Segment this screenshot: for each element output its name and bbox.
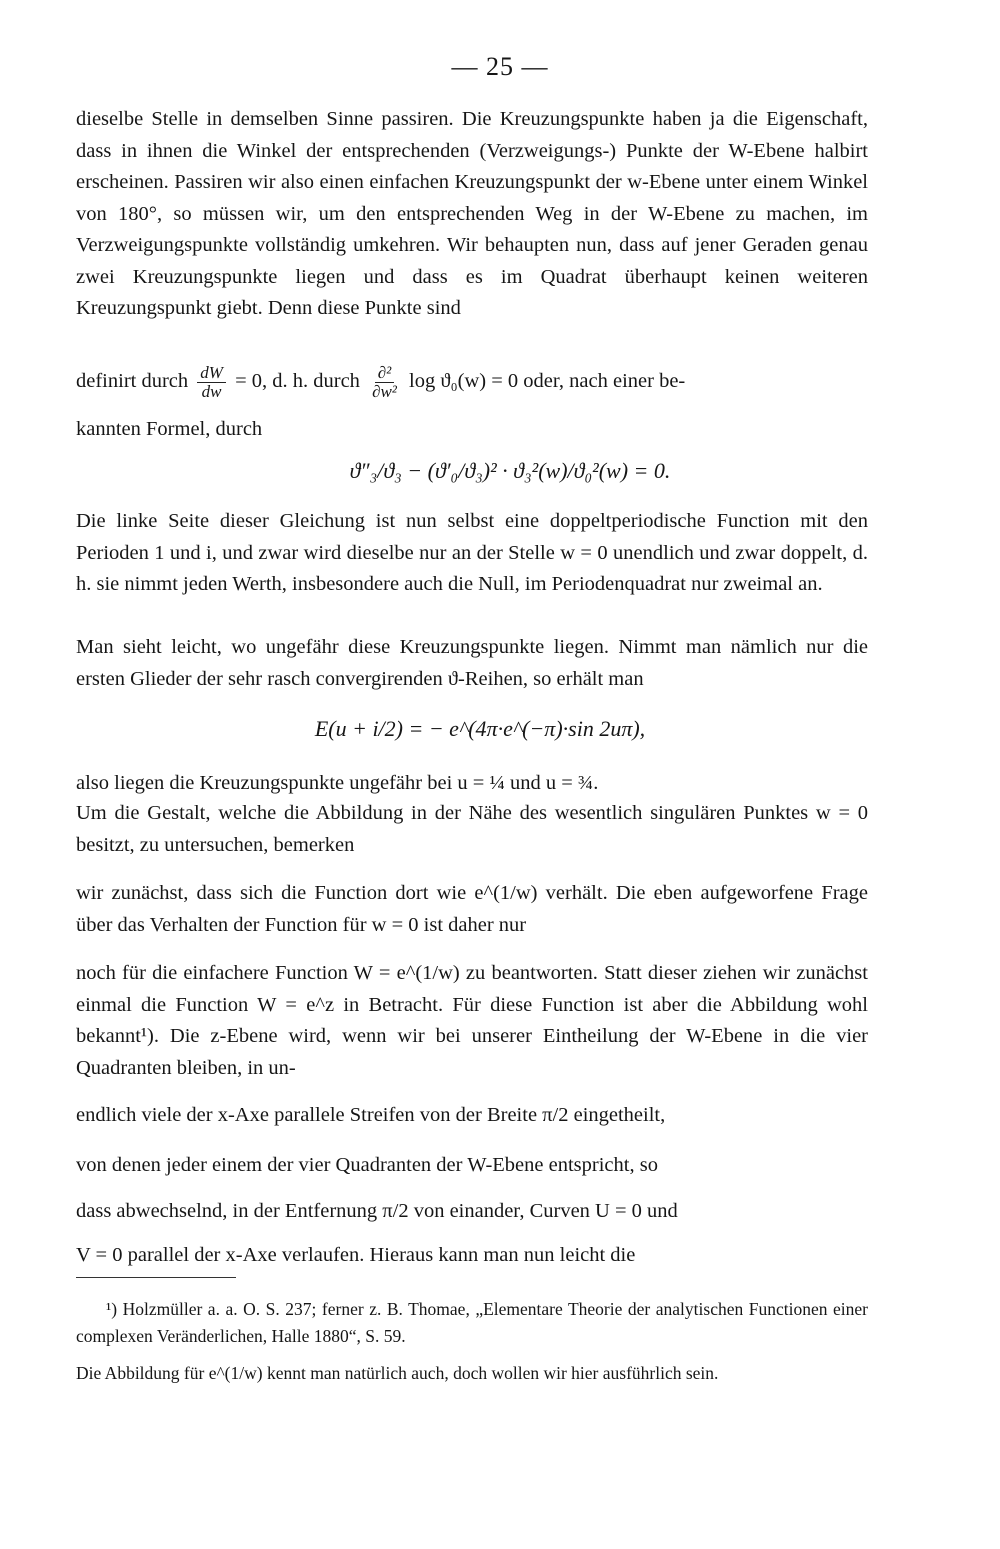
definition-text-c: log ϑ₀(w) = 0 oder, nach einer be- <box>409 370 686 393</box>
fraction-denominator: dw <box>201 382 222 401</box>
paragraph-5f: dass abwechselnd, in der Entfernung π/2 von einander, Curven U = 0 und <box>76 1200 678 1222</box>
footnote-2: Die Abbildung für e^(1/w) kennt man natürlich auch, doch wollen wir hier ausführlich sein. <box>76 1363 719 1383</box>
definition-line <box>76 364 868 401</box>
equation-E: E(u + i/2) = − e^(4π·e^(−π)·sin 2uπ), <box>314 716 646 741</box>
paragraph-5d: endlich viele der x-Axe parallele Streifen von der Breite π/2 eingetheilt, <box>76 1104 666 1126</box>
fraction-second-derivative <box>369 364 400 401</box>
fraction-dW-dw <box>197 364 226 401</box>
definition-text-b: = 0, d. h. durch <box>235 370 360 393</box>
paragraph-5a: Um die Gestalt, welche die Abbildung in der Nähe des wesentlich singulären Punktes w = 0 besitzt, zu untersuchen, bemerken <box>76 802 868 856</box>
fraction-denominator: ∂w² <box>372 382 397 401</box>
paragraph-5g: V = 0 parallel der x-Axe verlaufen. Hieraus kann man nun leicht die <box>76 1244 636 1266</box>
paragraph-1: dieselbe Stelle in demselben Sinne passiren. Die Kreuzungspunkte haben ja die Eigenschaft, dass in ihnen die Winkel der entsprechenden (Verzweigungs-) Punkte der W-Ebene halbirt erscheinen. Passiren wir also einen einfachen Kreuzungspunkt der w-Ebene unter einem Winkel von 180°, so müssen wir, um den entsprechenden Weg in der W-Ebene zu machen, im Verzweigungspunkte vollständig umkehren. Wir behaupten nun, dass auf jener Geraden genau zwei Kreuzungspunkte liegen und dass es im Quadrat überhaupt keinen weiteren Kreuzungspunkt giebt. Denn diese Punkte sind <box>76 108 868 319</box>
footnote-rule <box>76 1277 236 1278</box>
equation-theta: ϑ″₃/ϑ₃ − (ϑ′₀/ϑ₃)² · ϑ₃²(w)/ϑ₀²(w) = 0. <box>349 458 671 483</box>
fraction-numerator: dW <box>197 364 226 383</box>
paragraph-5e: von denen jeder einem der vier Quadranten der W-Ebene entspricht, so <box>76 1154 658 1176</box>
footnote-1: ¹) Holzmüller a. a. O. S. 237; ferner z. B. Thomae, „Elementare Theorie der analytischen Functionen einer complexen Veränderlichen, Halle 1880“, S. 59. <box>76 1299 868 1346</box>
definition-text-a: definirt durch <box>76 370 189 393</box>
paragraph-4: also liegen die Kreuzungspunkte ungefähr bei u = ¼ und u = ¾. <box>76 772 599 794</box>
paragraph-formula-intro: kannten Formel, durch <box>76 418 263 440</box>
paragraph-3: Man sieht leicht, wo ungefähr diese Kreuzungspunkte liegen. Nimmt man nämlich nur die ersten Glieder der sehr rasch convergirenden ϑ-Reihen, so erhält man <box>76 636 868 690</box>
paragraph-5c: noch für die einfachere Function W = e^(1/w) zu beantworten. Statt dieser ziehen wir zunächst einmal die Function W = e^z in Betracht. Für diese Function ist aber die Abbildung wohl bekannt¹). Die z-Ebene wird, wenn wir bei unserer Eintheilung der W-Ebene in die vier Quadranten bleiben, in un- <box>76 962 868 1079</box>
fraction-numerator: ∂² <box>375 364 395 383</box>
page-number: — 25 — <box>451 52 549 81</box>
paragraph-5b: wir zunächst, dass sich die Function dort wie e^(1/w) verhält. Die eben aufgeworfene Frage über das Verhalten der Function für w = 0 ist daher nur <box>76 882 868 936</box>
paragraph-2: Die linke Seite dieser Gleichung ist nun selbst eine doppeltperiodische Function mit den Perioden 1 und i, und zwar wird dieselbe nur an der Stelle w = 0 unendlich und zwar doppelt, d. h. sie nimmt jeden Werth, insbesondere auch die Null, im Periodenquadrat nur zweimal an. <box>76 510 868 595</box>
